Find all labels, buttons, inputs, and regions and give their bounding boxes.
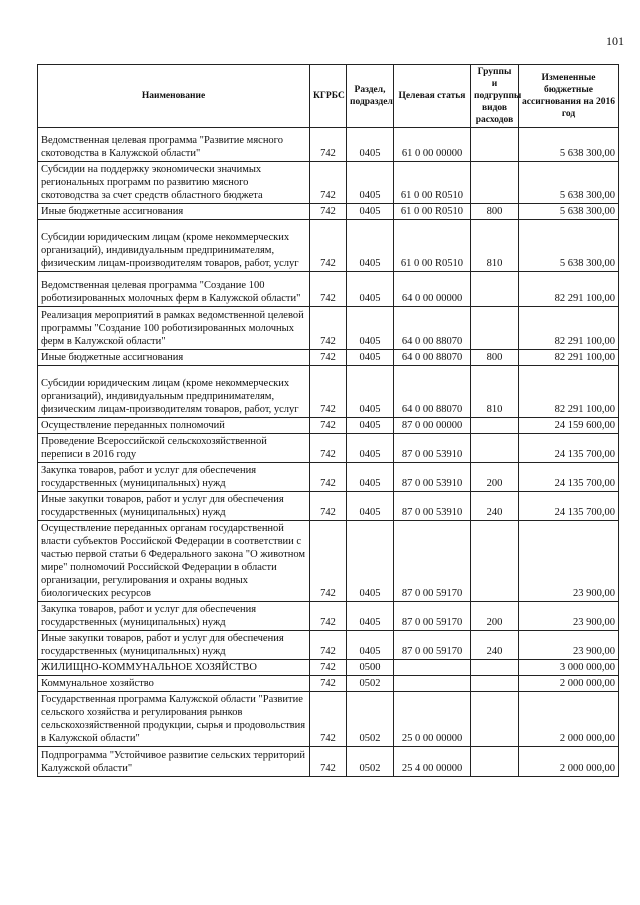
cell-section: 0500	[347, 660, 394, 676]
header-group: Группы и подгруппы видов расходов	[471, 65, 519, 128]
table-row	[38, 692, 619, 747]
cell-target: 61 0 00 00000	[394, 128, 471, 162]
cell-target: 87 0 00 00000	[394, 418, 471, 434]
cell-group	[471, 307, 519, 350]
table-row	[38, 521, 619, 602]
cell-amount: 23 900,00	[519, 631, 619, 660]
cell-group: 800	[471, 204, 519, 220]
cell-amount: 5 638 300,00	[519, 204, 619, 220]
cell-target: 25 0 00 00000	[394, 692, 471, 747]
cell-target: 64 0 00 88070	[394, 350, 471, 366]
cell-group	[471, 747, 519, 777]
table-row	[38, 272, 619, 307]
cell-group: 200	[471, 602, 519, 631]
cell-kgrbs: 742	[310, 220, 347, 272]
table-row	[38, 366, 619, 418]
cell-section: 0405	[347, 162, 394, 204]
cell-kgrbs: 742	[310, 521, 347, 602]
cell-amount: 82 291 100,00	[519, 366, 619, 418]
cell-kgrbs: 742	[310, 128, 347, 162]
cell-target: 64 0 00 88070	[394, 307, 471, 350]
cell-name: ЖИЛИЩНО-КОММУНАЛЬНОЕ ХОЗЯЙСТВО	[38, 660, 310, 676]
cell-name: Закупка товаров, работ и услуг для обеспечения государственных (муниципальных) нужд	[38, 463, 310, 492]
table-row	[38, 492, 619, 521]
cell-kgrbs: 742	[310, 492, 347, 521]
cell-amount: 24 135 700,00	[519, 492, 619, 521]
cell-section: 0405	[347, 492, 394, 521]
cell-target: 87 0 00 59170	[394, 521, 471, 602]
cell-name: Подпрограмма "Устойчивое развитие сельских территорий Калужской области"	[38, 747, 310, 777]
table-row	[38, 220, 619, 272]
cell-section: 0405	[347, 602, 394, 631]
cell-target: 61 0 00 R0510	[394, 204, 471, 220]
cell-amount: 2 000 000,00	[519, 692, 619, 747]
cell-name: Закупка товаров, работ и услуг для обеспечения государственных (муниципальных) нужд	[38, 602, 310, 631]
cell-name: Реализация мероприятий в рамках ведомственной целевой программы "Создание 100 роботизированных молочных ферм в Калужской области"	[38, 307, 310, 350]
cell-amount: 82 291 100,00	[519, 307, 619, 350]
cell-amount: 23 900,00	[519, 521, 619, 602]
cell-kgrbs: 742	[310, 660, 347, 676]
cell-section: 0405	[347, 220, 394, 272]
cell-kgrbs: 742	[310, 366, 347, 418]
header-section: Раздел, подраздел	[347, 65, 394, 128]
cell-group	[471, 162, 519, 204]
cell-amount: 3 000 000,00	[519, 660, 619, 676]
cell-section: 0502	[347, 692, 394, 747]
cell-group: 800	[471, 350, 519, 366]
cell-kgrbs: 742	[310, 307, 347, 350]
cell-name: Субсидии на поддержку экономически значимых региональных программ по развитию мясного скотоводства за счет средств областного бюджета	[38, 162, 310, 204]
cell-amount: 24 159 600,00	[519, 418, 619, 434]
cell-name: Субсидии юридическим лицам (кроме некоммерческих организаций), индивидуальным предпринимателям, физическим лицам-производителям товаров, работ, услуг	[38, 366, 310, 418]
table-header-row	[38, 65, 619, 128]
header-name: Наименование	[38, 65, 310, 128]
cell-group: 200	[471, 463, 519, 492]
cell-kgrbs: 742	[310, 631, 347, 660]
cell-section: 0405	[347, 307, 394, 350]
cell-target: 64 0 00 88070	[394, 366, 471, 418]
cell-target: 61 0 00 R0510	[394, 220, 471, 272]
cell-target: 87 0 00 53910	[394, 492, 471, 521]
table-row	[38, 162, 619, 204]
cell-section: 0405	[347, 631, 394, 660]
table-row	[38, 676, 619, 692]
table-row	[38, 418, 619, 434]
table-row	[38, 602, 619, 631]
cell-kgrbs: 742	[310, 204, 347, 220]
table-row	[38, 307, 619, 350]
cell-kgrbs: 742	[310, 692, 347, 747]
table-row	[38, 204, 619, 220]
cell-group: 240	[471, 631, 519, 660]
table-row	[38, 660, 619, 676]
cell-name: Осуществление переданных органам государственной власти субъектов Российской Федерации в соответствии с частью первой статьи 6 Федерального закона "О животном мире" полномочий Российской Федерации в области организации, регулирования и охраны водных биологических ресурсов	[38, 521, 310, 602]
cell-name: Ведомственная целевая программа "Развитие мясного скотоводства в Калужской области"	[38, 128, 310, 162]
cell-kgrbs: 742	[310, 463, 347, 492]
table-row	[38, 434, 619, 463]
cell-kgrbs: 742	[310, 272, 347, 307]
cell-name: Иные бюджетные ассигнования	[38, 204, 310, 220]
cell-amount: 23 900,00	[519, 602, 619, 631]
table-row	[38, 463, 619, 492]
cell-amount: 82 291 100,00	[519, 272, 619, 307]
cell-target: 87 0 00 53910	[394, 434, 471, 463]
cell-group	[471, 692, 519, 747]
cell-target	[394, 676, 471, 692]
cell-kgrbs: 742	[310, 350, 347, 366]
cell-group	[471, 418, 519, 434]
cell-section: 0405	[347, 463, 394, 492]
cell-target: 87 0 00 59170	[394, 602, 471, 631]
cell-amount: 82 291 100,00	[519, 350, 619, 366]
cell-section: 0405	[347, 350, 394, 366]
cell-amount: 24 135 700,00	[519, 434, 619, 463]
cell-kgrbs: 742	[310, 434, 347, 463]
cell-group: 810	[471, 220, 519, 272]
cell-target: 64 0 00 00000	[394, 272, 471, 307]
cell-group	[471, 128, 519, 162]
cell-name: Проведение Всероссийской сельскохозяйственной переписи в 2016 году	[38, 434, 310, 463]
budget-table	[37, 64, 619, 777]
cell-group	[471, 660, 519, 676]
table-row	[38, 631, 619, 660]
header-kgrbs: КГРБС	[310, 65, 347, 128]
cell-kgrbs: 742	[310, 676, 347, 692]
page-number: 101	[606, 34, 624, 48]
cell-name: Иные закупки товаров, работ и услуг для обеспечения государственных (муниципальных) нужд	[38, 492, 310, 521]
cell-amount: 24 135 700,00	[519, 463, 619, 492]
cell-name: Ведомственная целевая программа "Создание 100 роботизированных молочных ферм в Калужской области"	[38, 272, 310, 307]
cell-section: 0405	[347, 204, 394, 220]
cell-amount: 5 638 300,00	[519, 128, 619, 162]
cell-section: 0405	[347, 128, 394, 162]
table-row	[38, 350, 619, 366]
cell-kgrbs: 742	[310, 602, 347, 631]
cell-target: 87 0 00 53910	[394, 463, 471, 492]
cell-section: 0405	[347, 366, 394, 418]
cell-group	[471, 676, 519, 692]
cell-kgrbs: 742	[310, 747, 347, 777]
cell-target: 61 0 00 R0510	[394, 162, 471, 204]
cell-group: 810	[471, 366, 519, 418]
cell-name: Иные бюджетные ассигнования	[38, 350, 310, 366]
table-row	[38, 128, 619, 162]
cell-section: 0405	[347, 418, 394, 434]
table-row	[38, 747, 619, 777]
cell-section: 0405	[347, 272, 394, 307]
cell-name: Коммунальное хозяйство	[38, 676, 310, 692]
cell-group: 240	[471, 492, 519, 521]
cell-name: Иные закупки товаров, работ и услуг для обеспечения государственных (муниципальных) нужд	[38, 631, 310, 660]
cell-section: 0405	[347, 434, 394, 463]
cell-target: 87 0 00 59170	[394, 631, 471, 660]
cell-kgrbs: 742	[310, 418, 347, 434]
cell-target	[394, 660, 471, 676]
cell-section: 0405	[347, 521, 394, 602]
header-target: Целевая статья	[394, 65, 471, 128]
cell-amount: 5 638 300,00	[519, 220, 619, 272]
cell-section: 0502	[347, 676, 394, 692]
cell-amount: 2 000 000,00	[519, 676, 619, 692]
cell-group	[471, 521, 519, 602]
cell-group	[471, 272, 519, 307]
cell-section: 0502	[347, 747, 394, 777]
cell-amount: 5 638 300,00	[519, 162, 619, 204]
cell-amount: 2 000 000,00	[519, 747, 619, 777]
cell-group	[471, 434, 519, 463]
cell-kgrbs: 742	[310, 162, 347, 204]
cell-name: Осуществление переданных полномочий	[38, 418, 310, 434]
header-amount: Измененные бюджетные ассигнования на 2016 год	[519, 65, 619, 128]
cell-name: Государственная программа Калужской области "Развитие сельского хозяйства и регулирования рынков сельскохозяйственной продукции, сырья и продовольствия в Калужской области"	[38, 692, 310, 747]
cell-name: Субсидии юридическим лицам (кроме некоммерческих организаций), индивидуальным предпринимателям, физическим лицам-производителям товаров, работ, услуг	[38, 220, 310, 272]
cell-target: 25 4 00 00000	[394, 747, 471, 777]
